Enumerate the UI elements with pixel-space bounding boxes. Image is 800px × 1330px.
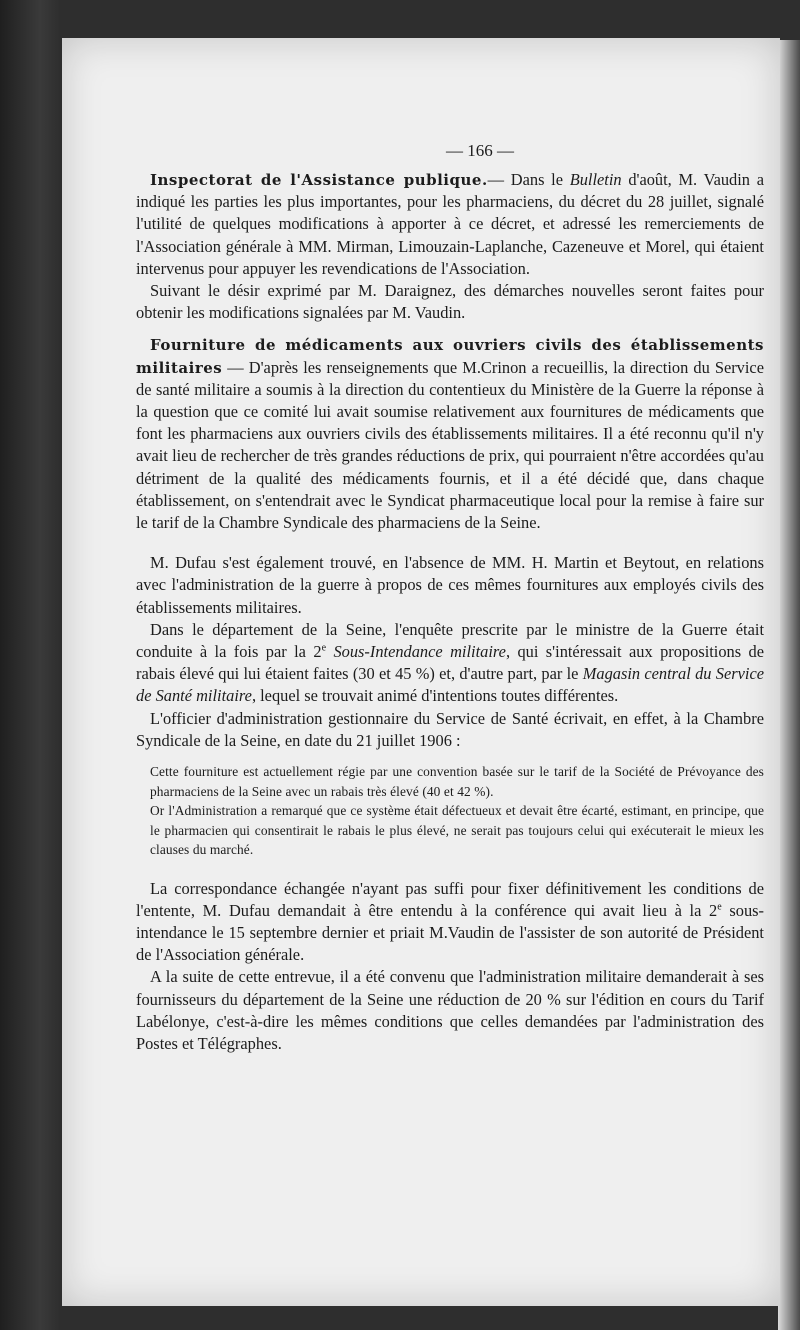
paragraph-officier: L'officier d'administration gestionnaire du Service de Santé écrivait, en effet, à la Chambre Syndicale de la Seine, en date du 21 juillet 1906 : xyxy=(136,708,764,750)
page-edge xyxy=(778,40,800,1330)
paragraph-fourniture xyxy=(136,334,764,534)
text-run: , lequel se trouvait animé d'intentions toutes différentes. xyxy=(251,686,619,706)
section-heading-fourniture: Fourniture de médicaments aux ouvriers civils des établissements militaires xyxy=(136,336,764,377)
text-run: , qui s'intéressait aux propositions de rabais élevé qui lui étaient faites (30 et 45 %) et, d'autre part, par le xyxy=(136,642,765,684)
text-run: Dans le département de la Seine, l'enquête prescrite par le ministre de la Guerre était conduite à la fois par la 2 xyxy=(136,619,764,662)
text-run: — D'après les renseignements que M.Crinon a recueillis, la direction du Service de santé militaire a soumis à la direction du contentieux du Ministère de la Guerre la réponse à la question que ce comité lui avait soumise relativement aux fournitures de médicaments que font les pharmaciens aux ouvriers civils des établissements militaires. Il a été reconnu qu'il n'y avait lieu de rechercher de très grandes réductions de prix, qui pourraient n'être accordées qu'au détriment de la qualité des médicaments fournis, et il a été décidé que, dans chaque établissement, on s'entendrait avec le Syndicat pharmaceutique local pour la remise à faire sur le tarif de la Chambre Syndicale des pharmaciens de la Seine. xyxy=(136,357,764,533)
page-text xyxy=(136,141,764,1055)
page-number: — 166 — xyxy=(446,141,514,160)
superscript: e xyxy=(321,642,327,654)
italic-run: Magasin central du Service de Santé militaire xyxy=(136,664,764,706)
quote-paragraph-2: Or l'Administration a remarqué que ce système était défectueux et devait être écarté, estimant, en principe, que le pharmacien qui consentirait le rabais le plus élevé, ne serait pas toujours celui qui exécuterait le mieux les clauses du marché. xyxy=(150,803,764,858)
paragraph-inspectorat xyxy=(136,169,764,280)
italic-run: Bulletin xyxy=(569,170,622,189)
quote-paragraph-1: Cette fourniture est actuellement régie par une convention basée sur le tarif de la Société de Prévoyance des pharmaciens de la Seine avec un rabais très élevé (40 et 42 %). xyxy=(150,764,764,799)
paragraph-correspondance xyxy=(136,878,764,967)
text-run: — Dans le xyxy=(487,170,570,189)
text-run: sous-intendance le 15 septembre dernier et priait M.Vaudin de l'assister de son autorité de Président de l'Association générale. xyxy=(136,900,764,965)
text-run: La correspondance échangée n'ayant pas suffi pour fixer définitivement les conditions de l'entente, M. Dufau demandait à être entendu à la conférence qui avait lieu à la 2 xyxy=(136,878,764,920)
italic-run: Sous-Intendance militaire xyxy=(333,642,506,662)
paragraph-daraignez: Suivant le désir exprimé par M. Daraignez, des démarches nouvelles seront faites pour obtenir les modifications signalées par M. Vaudin. xyxy=(136,281,764,323)
text-run: d'août, M. Vaudin a indiqué les parties les plus importantes, pour les pharmaciens, du décret du 28 juillet, signalé l'utilité de quelques modifications à apporter à ce décret, et adressé les remerciements de l'Association générale à MM. Mirman, Limouzain-Laplanche, Cazeneuve et Morel, qui étaient intervenus pour appuyer les revendications de l'Association. xyxy=(136,170,764,278)
section-heading-inspectorat: Inspectorat de l'Assistance publique. xyxy=(150,171,488,189)
superscript: e xyxy=(717,901,722,913)
paragraph-final: A la suite de cette entrevue, il a été convenu que l'administration militaire demanderait à ses fournisseurs du département de la Seine une réduction de 20 % sur l'édition en cours du Tarif Labélonye, c'est-à-dire les mêmes conditions que celles demandées par l'administration des Postes et Télégraphes. xyxy=(136,967,764,1053)
paragraph-dufau: M. Dufau s'est également trouvé, en l'absence de MM. H. Martin et Beytout, en relations avec l'administration de la guerre à propos de ces mêmes fournitures aux employés civils des établissements militaires. xyxy=(136,553,764,617)
paragraph-departement xyxy=(136,619,764,708)
